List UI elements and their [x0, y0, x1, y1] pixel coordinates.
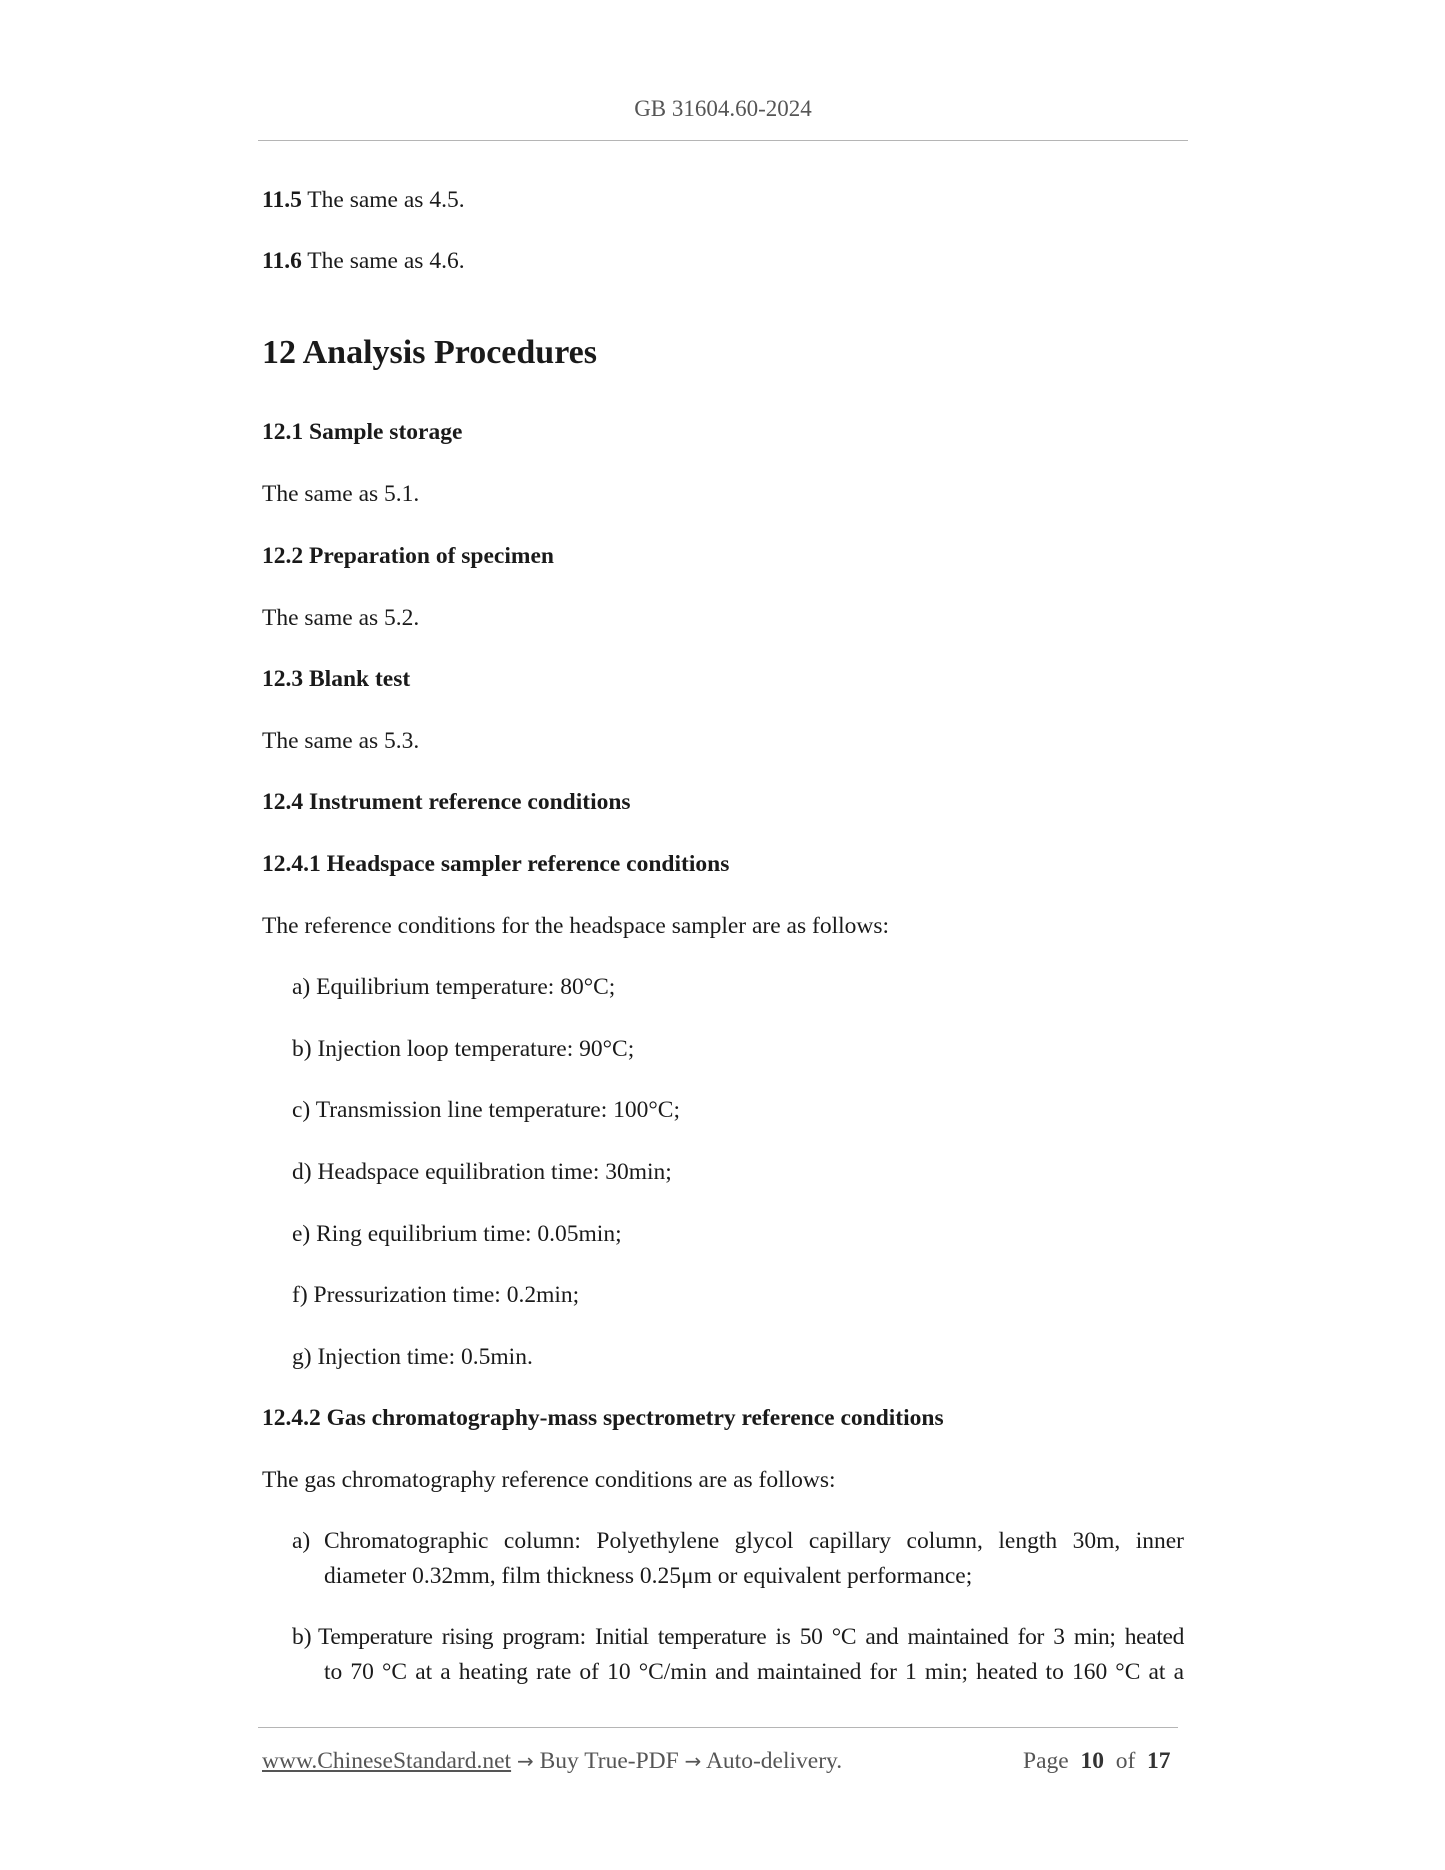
subsection-12-2-text: The same as 5.2. — [262, 605, 420, 631]
clause-text: The same as 4.5. — [307, 187, 465, 213]
list-item-label: a) — [292, 1528, 311, 1554]
list-item: d) Headspace equilibration time: 30min; — [292, 1159, 672, 1185]
list-item-b — [292, 1620, 1184, 1690]
clause-11-5 — [262, 183, 465, 217]
website-link[interactable]: www.ChineseStandard.net — [262, 1748, 512, 1774]
subsection-12-1-title: 12.1 Sample storage — [262, 419, 463, 445]
list-item-line: Temperature rising program: Initial temperature is 50 °C and maintained for 3 min; heated — [318, 1624, 1184, 1650]
auto-delivery-text: Auto-delivery. — [705, 1748, 843, 1774]
list-item: g) Injection time: 0.5min. — [292, 1344, 533, 1370]
list-item: b) Injection loop temperature: 90°C; — [292, 1036, 635, 1062]
arrow-right-icon: → — [684, 1749, 702, 1773]
footer-divider — [258, 1727, 1178, 1728]
clause-number: 11.6 — [262, 248, 302, 274]
list-item: f) Pressurization time: 0.2min; — [292, 1282, 580, 1308]
arrow-right-icon: → — [516, 1749, 534, 1773]
page-total: 17 — [1147, 1748, 1171, 1774]
subsection-12-2-title: 12.2 Preparation of specimen — [262, 543, 554, 569]
of-word: of — [1115, 1748, 1136, 1774]
list-item-line: Chromatographic column: Polyethylene glycol capillary column, length 30m, inner — [324, 1528, 1184, 1554]
clause-11-6 — [262, 244, 465, 278]
page-word: Page — [1023, 1748, 1069, 1774]
buy-true-pdf-text: Buy True-PDF — [539, 1748, 679, 1774]
page-number: 10 — [1080, 1748, 1104, 1774]
clause-number: 11.5 — [262, 187, 302, 213]
subsection-12-3-text: The same as 5.3. — [262, 728, 420, 754]
list-item: c) Transmission line temperature: 100°C; — [292, 1097, 680, 1123]
clause-text: The same as 4.6. — [307, 248, 465, 274]
footer-promo — [262, 1748, 842, 1775]
list-item-label: b) — [292, 1624, 312, 1650]
subsection-12-4-2-intro: The gas chromatography reference conditions are as follows: — [262, 1467, 836, 1493]
subsection-12-4-2-title: 12.4.2 Gas chromatography-mass spectrometry reference conditions — [262, 1405, 944, 1431]
list-item-a — [292, 1524, 1184, 1594]
subsection-12-4-title: 12.4 Instrument reference conditions — [262, 789, 631, 815]
subsection-12-3-title: 12.3 Blank test — [262, 666, 411, 692]
list-item: e) Ring equilibrium time: 0.05min; — [292, 1221, 622, 1247]
subsection-12-4-1-title: 12.4.1 Headspace sampler reference conditions — [262, 851, 730, 877]
list-item: a) Equilibrium temperature: 80°C; — [292, 974, 616, 1000]
list-item-line: diameter 0.32mm, film thickness 0.25μm or equivalent performance; — [324, 1563, 973, 1589]
subsection-12-1-text: The same as 5.1. — [262, 481, 420, 507]
header-divider — [258, 140, 1188, 141]
list-item-line: to 70 °C at a heating rate of 10 °C/min and maintained for 1 min; heated to 160 °C at a — [324, 1659, 1184, 1685]
page-indicator — [1023, 1748, 1171, 1775]
page-header: GB 31604.60-2024 — [634, 96, 812, 121]
section-title: 12 Analysis Procedures — [262, 334, 597, 371]
subsection-12-4-1-intro: The reference conditions for the headspace sampler are as follows: — [262, 913, 890, 939]
